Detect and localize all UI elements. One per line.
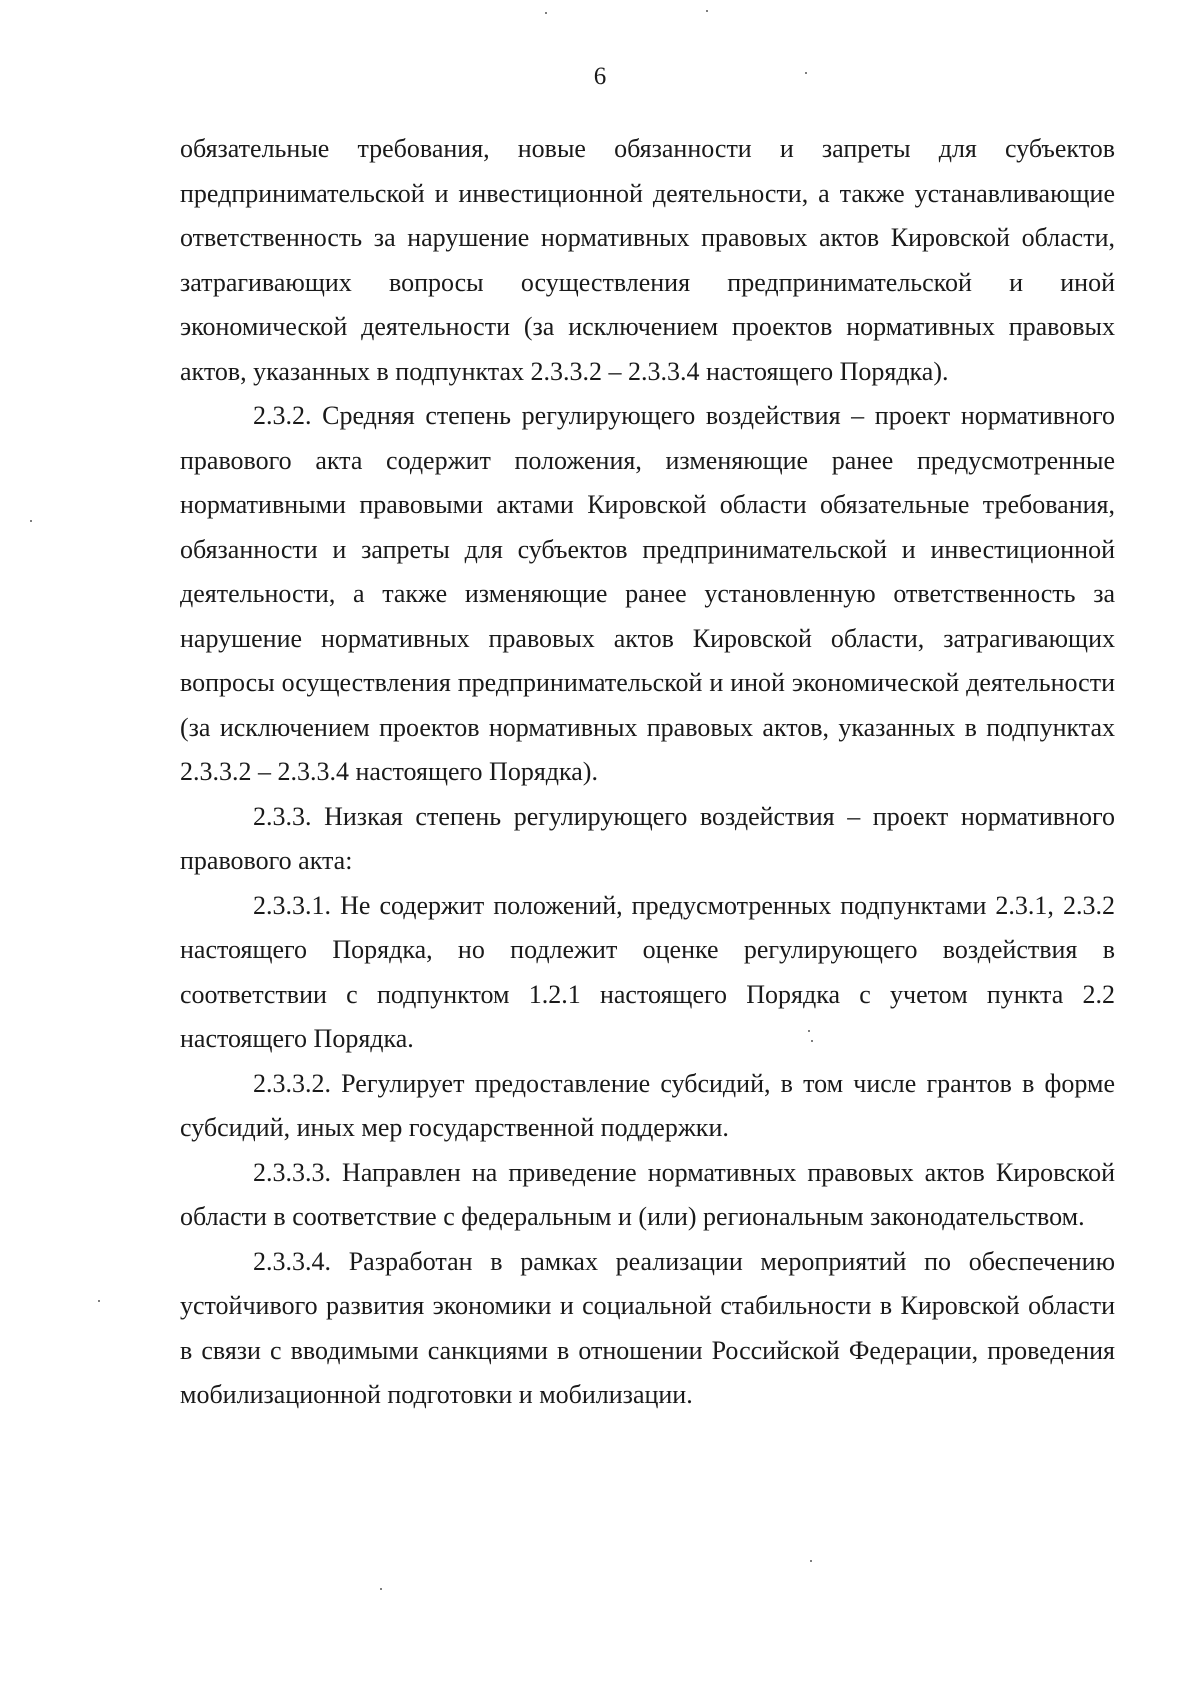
scan-speck <box>545 12 547 14</box>
scan-speck <box>811 1040 813 1042</box>
paragraph-continuation: обязательные требования, новые обязанности и запреты для субъектов предпринимательской и инвестиционной деятельности, а также устанавливающие ответственность за нарушение нормативных правовых актов Кировской области, затрагивающих вопросы осуществления предпринимательской и иной экономической деятельности (за исключением проектов нормативных правовых актов, указанных в подпунктах 2.3.3.2 – 2.3.3.4 настоящего Порядка). <box>180 134 1115 386</box>
page-number: 6 <box>593 63 607 90</box>
document-body <box>180 127 1115 1418</box>
paragraph-2-3-3-4: 2.3.3.4. Разработан в рамках реализации мероприятий по обеспечению устойчивого развития экономики и социальной стабильности в Кировской области в связи с вводимыми санкциями в отношении Российской Федерации, проведения мобилизационной подготовки и мобилизации. <box>180 1246 1115 1409</box>
scan-speck <box>808 1030 810 1032</box>
scan-speck <box>30 520 32 522</box>
paragraph-2-3-3: 2.3.3. Низкая степень регулирующего воздействия – проект нормативного правового акта: <box>180 801 1115 875</box>
paragraph-2-3-3-1: 2.3.3.1. Не содержит положений, предусмотренных подпунктами 2.3.1, 2.3.2 настоящего Порядка, но подлежит оценке регулирующего воздействия в соответствии с подпунктом 1.2.1 настоящего Порядка с учетом пункта 2.2 настоящего Порядка. <box>180 890 1115 1053</box>
paragraph-2-3-3-2: 2.3.3.2. Регулирует предоставление субсидий, в том числе грантов в форме субсидий, иных мер государственной поддержки. <box>180 1068 1115 1142</box>
scan-speck <box>706 10 708 12</box>
scan-speck <box>805 72 807 74</box>
scan-speck <box>380 1588 382 1590</box>
scan-speck <box>810 1560 812 1562</box>
paragraph-2-3-2: 2.3.2. Средняя степень регулирующего воздействия – проект нормативного правового акта содержит положения, изменяющие ранее предусмотренные нормативными правовыми актами Кировской области обязательные требования, обязанности и запреты для субъектов предпринимательской и инвестиционной деятельности, а также изменяющие ранее установленную ответственность за нарушение нормативных правовых актов Кировской области, затрагивающих вопросы осуществления предпринимательской и иной экономической деятельности (за исключением проектов нормативных правовых актов, указанных в подпунктах 2.3.3.2 – 2.3.3.4 настоящего Порядка). <box>180 401 1115 786</box>
paragraph-2-3-3-3: 2.3.3.3. Направлен на приведение нормативных правовых актов Кировской области в соответствие с федеральным и (или) региональным законодательством. <box>180 1157 1115 1231</box>
scan-speck <box>98 1300 100 1302</box>
